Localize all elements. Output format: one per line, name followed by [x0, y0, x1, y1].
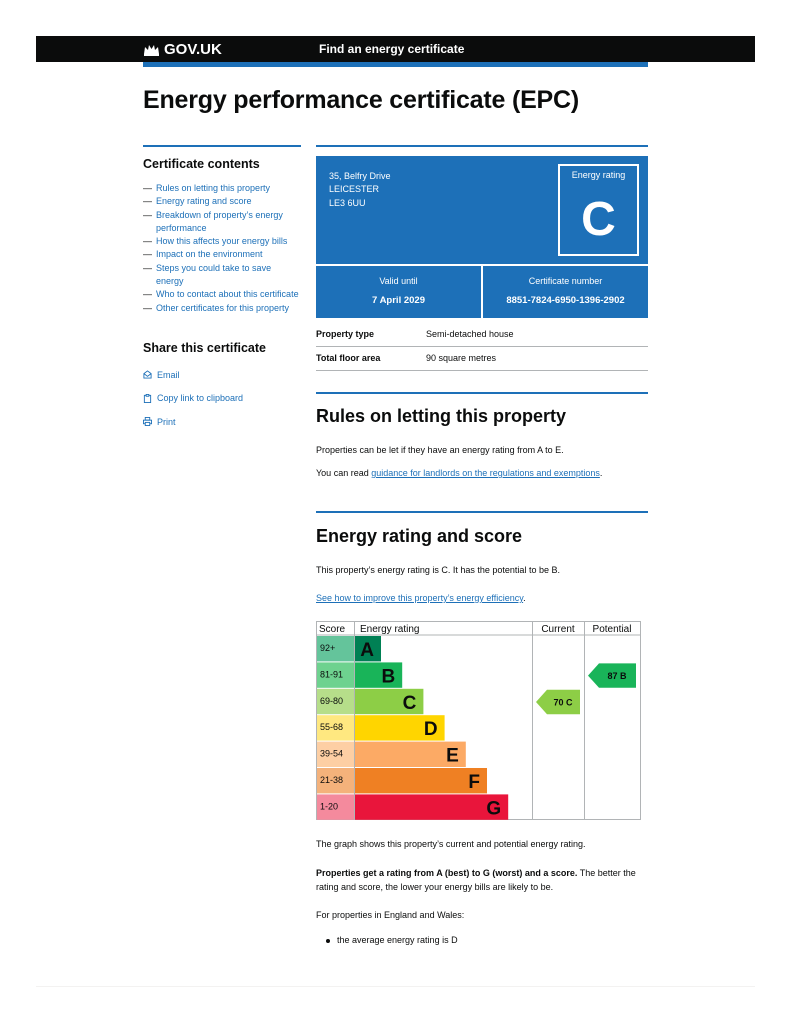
footer-divider — [36, 986, 755, 987]
energy-rating-chart-svg — [316, 621, 642, 821]
section-rule-rules — [316, 392, 648, 394]
chart-header-label: Score — [319, 624, 346, 635]
contents-link-rules[interactable]: — Rules on letting this property — [143, 182, 301, 195]
clipboard-icon — [143, 394, 152, 403]
epc-details-row — [316, 264, 648, 318]
printer-icon — [143, 417, 152, 426]
band-score-label: 55-68 — [320, 722, 344, 733]
certificate-number-value: 8851-7824-6950-1396-2902 — [506, 295, 625, 306]
rules-p2-suffix: . — [599, 468, 603, 478]
energy-rating-chart — [316, 621, 642, 821]
improve-efficiency-link[interactable]: See how to improve this property’s energy efficiency — [316, 593, 524, 603]
valid-until-cell — [316, 266, 481, 318]
current-rating-marker-label: 70 C — [553, 697, 573, 708]
rules-p2-prefix: You can read — [316, 468, 372, 478]
header-underline — [143, 62, 648, 67]
share-print-link[interactable] — [143, 416, 301, 428]
band-score-label: 69-80 — [320, 695, 344, 706]
chart-header-label: Potential — [592, 624, 632, 635]
contents-heading: Certificate contents — [143, 157, 260, 171]
property-summary-list — [316, 322, 648, 371]
potential-rating-marker-label: 87 B — [607, 671, 627, 682]
main-top-rule — [316, 145, 648, 147]
summary-row — [316, 347, 648, 372]
rating-paragraph-1: This property’s energy rating is C. It has the potential to be B. — [316, 565, 560, 575]
contents-link-steps[interactable]: — Steps you could take to save energy — [143, 262, 301, 289]
valid-until-label: Valid until — [379, 276, 418, 286]
contents-link-other[interactable]: — Other certificates for this property — [143, 302, 301, 315]
band-letter: F — [468, 772, 480, 793]
energy-rating-letter: C — [581, 193, 616, 246]
rating-link-paragraph — [316, 592, 648, 606]
page-title: Energy performance certificate (EPC) — [143, 86, 580, 114]
contents-link-breakdown[interactable]: — Breakdown of property’s energy performance — [143, 209, 301, 236]
email-icon — [143, 370, 152, 379]
band-bar — [355, 768, 487, 793]
govuk-logo-link[interactable] — [143, 36, 222, 62]
average-rating-list — [326, 934, 458, 947]
share-copy-label: Copy link to clipboard — [157, 393, 244, 404]
share-email-link[interactable] — [143, 369, 301, 381]
rating-explanation-rest: The better the rating and score, the lower your energy bills are likely to be. — [316, 868, 636, 892]
share-heading: Share this certificate — [143, 340, 266, 355]
summary-row — [316, 322, 648, 347]
energy-rating-box — [558, 164, 639, 256]
band-score-label: 39-54 — [320, 748, 344, 759]
band-letter: B — [381, 666, 396, 688]
contents-list — [143, 182, 301, 315]
share-copy-link[interactable] — [143, 392, 301, 404]
contents-link-contact[interactable]: — Who to contact about this certificate — [143, 288, 301, 301]
address-line-3: LE3 6UU — [329, 197, 366, 208]
summary-value: Semi-detached house — [426, 328, 514, 339]
band-score-label: 81-91 — [320, 669, 344, 680]
band-letter: D — [423, 719, 438, 741]
sidebar — [143, 145, 301, 439]
share-list — [143, 369, 301, 428]
band-letter: C — [402, 692, 417, 714]
valid-until-value: 7 April 2029 — [372, 295, 425, 306]
contents-link-bills[interactable]: — How this affects your energy bills — [143, 235, 301, 248]
rating-explanation-bold: Properties get a rating from A (best) to G (worst) and a score. — [316, 868, 578, 878]
england-wales-intro: For properties in England and Wales: — [316, 910, 465, 920]
epc-summary-box — [316, 156, 648, 318]
sidebar-rule — [143, 145, 301, 147]
band-bar — [355, 794, 508, 819]
address-line-2: LEICESTER — [329, 184, 380, 195]
band-letter: A — [360, 640, 374, 661]
summary-value: 90 square metres — [426, 353, 497, 364]
rules-section-title: Rules on letting this property — [316, 406, 567, 426]
band-score-label: 1-20 — [320, 801, 339, 812]
energy-rating-label: Energy rating — [571, 170, 626, 180]
chart-header-label: Energy rating — [360, 624, 420, 635]
service-name-link[interactable]: Find an energy certificate — [319, 42, 465, 56]
summary-key: Total floor area — [316, 353, 381, 364]
certificate-number-cell — [481, 266, 648, 318]
band-letter: G — [486, 798, 502, 820]
share-email-label: Email — [157, 369, 180, 380]
rating-explanation — [316, 867, 648, 894]
crown-icon — [143, 42, 160, 56]
band-score-label: 92+ — [320, 643, 336, 653]
rules-paragraph-1: Properties can be let if they have an energy rating from A to E. — [316, 445, 564, 455]
chart-header-label: Current — [541, 624, 575, 635]
graph-description: The graph shows this property’s current and potential energy rating. — [316, 839, 586, 849]
section-rule-rating — [316, 511, 648, 513]
contents-link-environment[interactable]: — Impact on the environment — [143, 248, 301, 261]
logo-text: GOV.UK — [164, 40, 222, 58]
rating-link-suffix: . — [523, 593, 526, 603]
property-address — [329, 170, 391, 210]
band-score-label: 21-38 — [320, 775, 344, 785]
govuk-header — [36, 36, 755, 62]
certificate-number-label: Certificate number — [528, 276, 603, 286]
share-print-label: Print — [157, 416, 176, 427]
band-letter: E — [446, 745, 459, 767]
rating-section-title: Energy rating and score — [316, 526, 523, 546]
landlord-guidance-link[interactable]: guidance for landlords on the regulations and exemptions — [371, 468, 600, 478]
list-item: the average energy rating is D — [326, 934, 458, 947]
summary-key: Property type — [316, 328, 375, 339]
contents-link-rating[interactable]: — Energy rating and score — [143, 195, 301, 208]
address-line-1: 35, Belfry Drive — [329, 171, 391, 181]
rules-paragraph-2 — [316, 467, 648, 481]
